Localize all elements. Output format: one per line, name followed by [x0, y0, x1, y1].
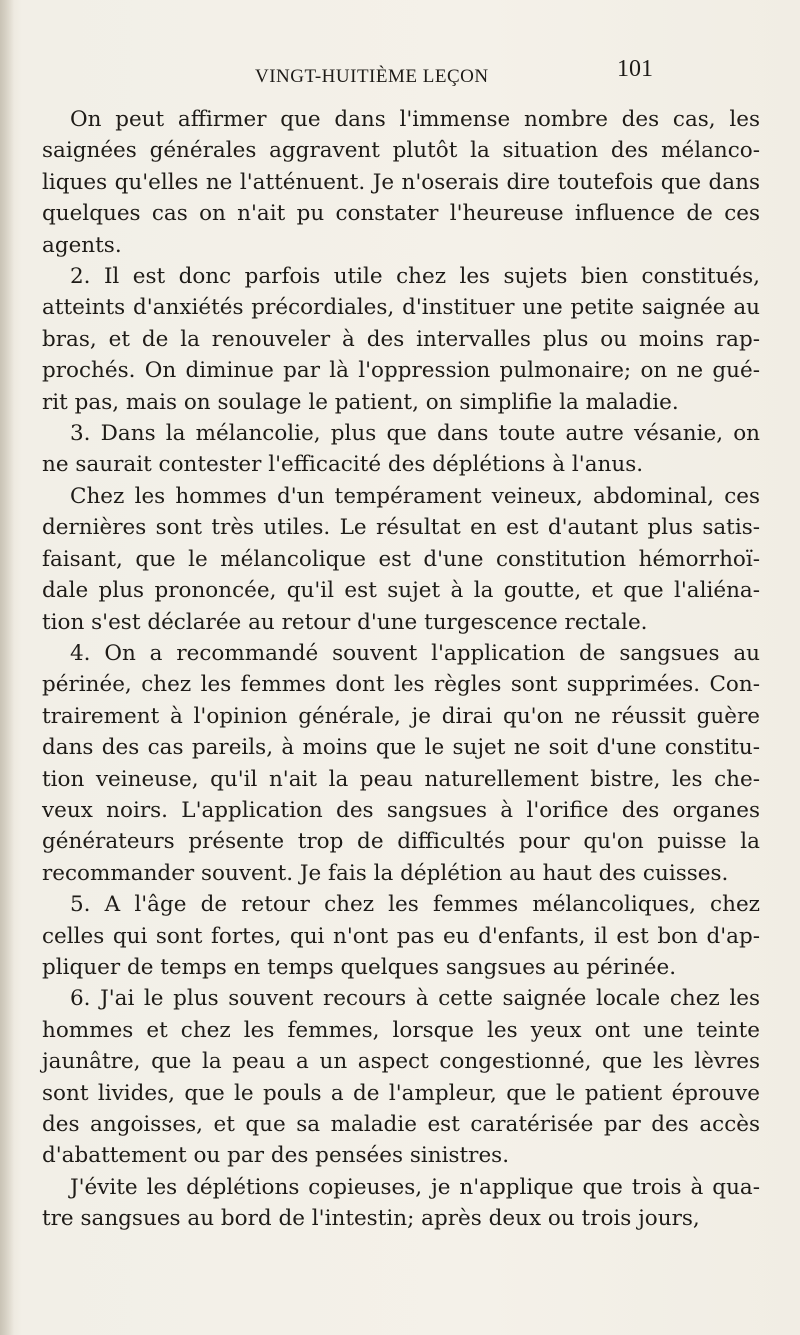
- page-number: 101: [617, 56, 653, 82]
- binding-shadow: [0, 0, 14, 1335]
- paragraph-2: 2. Il est donc parfois utile chez les sujets bien constitués, atteints d'anxiétés précordiales, d'instituer une petite saignée au bras, et de la renouveler à des intervalles plus ou moins rap-prochés. On diminue par là l'oppression pulmonaire; on ne gué-rit pas, mais on soulage le patient, on simplifie la maladie.: [42, 264, 760, 415]
- body-text: [42, 104, 760, 1235]
- paragraph-8: J'évite les déplétions copieuses, je n'applique que trois à qua-tre sangsues au bord de l'intestin; après deux ou trois jours,: [42, 1174, 760, 1232]
- paragraph-5: 4. On a recommandé souvent l'application de sangsues au périnée, chez les femmes dont les règles sont supprimées. Con-trairement à l'opinion générale, je dirai qu'on ne réussit guère dans des cas pareils, à moins que le sujet ne soit d'une constitu-tion veineuse, qu'il n'ait la peau naturellement bistre, les che-veux noirs. L'application des sangsues à l'orifice des organes générateurs présente trop de difficultés pour qu'on puisse la recommander souvent. Je fais la déplétion au haut des cuisses.: [42, 640, 760, 886]
- running-title: VINGT-HUITIÈME LEÇON: [255, 66, 489, 87]
- paragraph-3: 3. Dans la mélancolie, plus que dans toute autre vésanie, on ne saurait contester l'efficacité des déplétions à l'anus.: [42, 421, 760, 478]
- paragraph-4: Chez les hommes d'un tempérament veineux, abdominal, ces dernières sont très utiles. Le résultat en est d'autant plus satis-faisant, que le mélancolique est d'une constitution hémorrhoï-dale plus prononcée, qu'il est sujet à la goutte, et que l'aliéna-tion s'est déclarée au retour d'une turgescence rectale.: [42, 483, 760, 635]
- paragraph-6: 5. A l'âge de retour chez les femmes mélancoliques, chez celles qui sont fortes, qui n'ont pas eu d'enfants, il est bon d'ap-pliquer de temps en temps quelques sangsues au périnée.: [42, 892, 760, 980]
- paragraph-7: 6. J'ai le plus souvent recours à cette saignée locale chez les hommes et chez les femmes, lorsque les yeux ont une teinte jaunâtre, que la peau a un aspect congestionné, que les lèvres sont livides, que le pouls a de l'ampleur, que le patient éprouve des angoisses, et que sa maladie est caratérisée par des accès d'abattement ou par des pensées sinistres.: [42, 986, 760, 1169]
- paragraph-1: On peut affirmer que dans l'immense nombre des cas, les saignées générales aggravent plutôt la situation des mélanco-liques qu'elles ne l'atténuent. Je n'oserais dire toutefois que dans quelques cas on n'ait pu constater l'heureuse influence de ces agents.: [42, 107, 760, 258]
